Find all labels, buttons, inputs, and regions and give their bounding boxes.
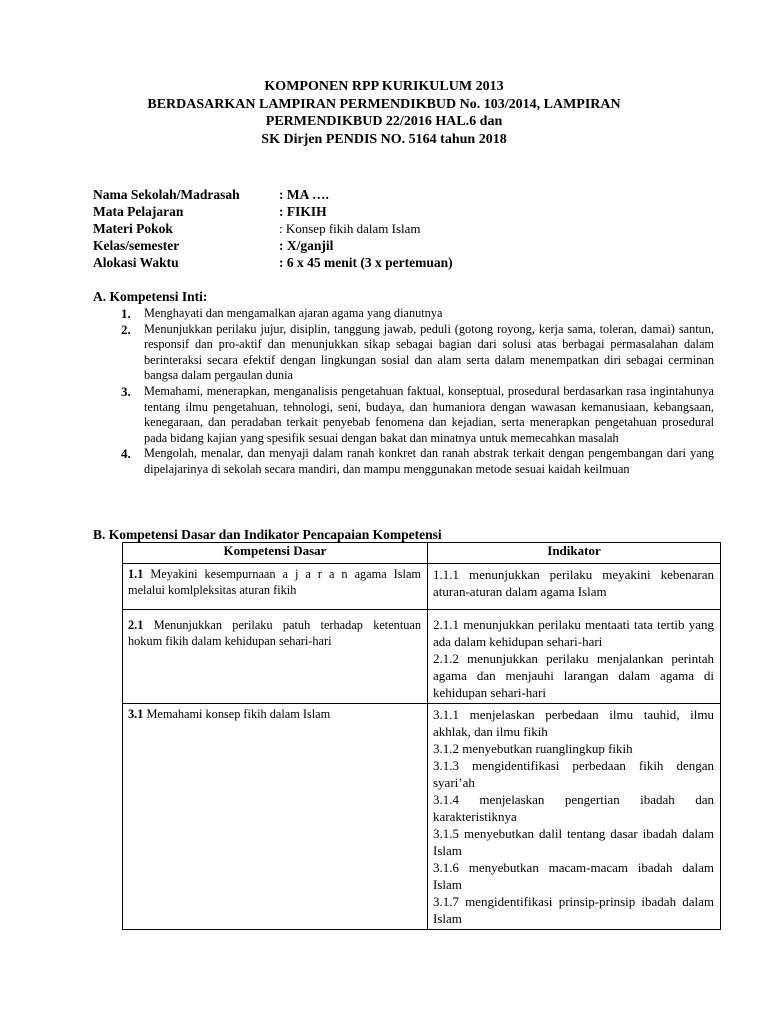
column-header-kd: Kompetensi Dasar	[123, 543, 428, 564]
identity-value: : MA ….	[279, 187, 329, 202]
indicator-item: 3.1.4 menjelaskan pengertian ibadah dan karakteristiknya	[433, 792, 714, 824]
title-line-2: BERDASARKAN LAMPIRAN PERMENDIKBUD No. 103/2014, LAMPIRAN	[147, 96, 621, 112]
kd-number: 2.1	[128, 618, 144, 632]
column-header-indikator: Indikator	[428, 543, 721, 564]
indicator-cell	[428, 704, 721, 930]
kompetensi-inti-list	[121, 306, 714, 478]
kd-text: Memahami konsep fikih dalam Islam	[143, 707, 331, 721]
list-item-number: 1.	[121, 306, 131, 321]
indicator-item: 3.1.6 menyebutkan macam-macam ibadah dalam Islam	[433, 860, 714, 892]
indicator-item: 3.1.7 mengidentifikasi prinsip-prinsip ibadah dalam Islam	[433, 894, 714, 926]
competency-table	[122, 542, 721, 930]
indicator-item: 3.1.1 menjelaskan perbedaan ilmu tauhid, ilmu akhlak, dan ilmu fikih	[433, 707, 714, 739]
indicator-item: 3.1.3 mengidentifikasi perbedaan fikih dengan syari’ah	[433, 758, 714, 790]
indicator-item: 2.1.2 menunjukkan perilaku menjalankan perintah agama dan menjauhi larangan dalam agama di kehidupan sehari-hari	[433, 651, 714, 700]
table-row	[123, 704, 721, 930]
list-item-number: 3.	[121, 383, 131, 399]
indicator-cell	[428, 564, 721, 610]
indicator-cell	[428, 610, 721, 704]
identity-label: Nama Sekolah/Madrasah	[93, 187, 240, 202]
list-item-text: Menghayati dan mengamalkan ajaran agama yang dianutnya	[144, 306, 443, 320]
identity-label: Alokasi Waktu	[93, 255, 179, 270]
list-item-text: Menunjukkan perilaku jujur, disiplin, tanggung jawab, peduli (gotong royong, kerja sama, toleran, damai) santun, responsif dan pro-aktif dan menunjukkan sikap sebagai bagian dari solusi atas berbagai permasalahan dalam berinteraksi secara efektif dengan lingkungan sosial dan alam serta dalam menempatkan diri sebagai cerminan bangsa dalam pergaulan dunia	[144, 321, 714, 383]
kd-cell	[123, 610, 428, 704]
table-header-row	[123, 543, 721, 564]
list-item-number: 2.	[121, 321, 131, 337]
table-row	[123, 564, 721, 610]
section-b-heading: B. Kompetensi Dasar dan Indikator Pencapaian Kompetensi	[93, 527, 442, 542]
identity-label: Mata Pelajaran	[93, 204, 184, 219]
list-item-text: Memahami, menerapkan, menganalisis pengetahuan faktual, konseptual, prosedural berdasarkan rasa ingintahunya tentang ilmu pengetahuan, tehnologi, seni, budaya, dan humaniora dengan wawasan kemanusiaan, kebangsaan, kenegaraan, dan peradaban terkait penyebab fenomena dan kejadian, serta menerapkan pengetahuan prosedural pada bidang kajian yang spesifik sesuai dengan bakat dan minatnya untuk memecahkan masalah	[144, 383, 714, 445]
title-line-4: SK Dirjen PENDIS NO. 5164 tahun 2018	[261, 131, 507, 147]
table-row	[123, 610, 721, 704]
title-line-3: PERMENDIKBUD 22/2016 HAL.6 dan	[265, 114, 503, 129]
list-item-text: Mengolah, menalar, dan menyaji dalam ranah konkret dan ranah abstrak terkait dengan pengembangan dari yang dipelajarinya di sekolah secara mandiri, dan mampu menggunakan metode sesuai kaidah keilmuan	[144, 446, 714, 476]
identity-value: : X/ganjil	[279, 238, 334, 253]
identity-value: : Konsep fikih dalam Islam	[279, 221, 421, 236]
kd-number: 3.1	[128, 707, 144, 721]
indicator-item: 1.1.1 menunjukkan perilaku meyakini kebenaran aturan-aturan dalam agama Islam	[433, 567, 714, 599]
indicator-item: 3.1.2 menyebutkan ruanglingkup fikih	[433, 741, 633, 756]
indicator-item: 2.1.1 menunjukkan perilaku mentaati tata tertib yang ada dalam kehidupan sehari-hari	[433, 617, 714, 649]
list-item	[121, 306, 714, 322]
title-line-1: KOMPONEN RPP KURIKULUM 2013	[264, 79, 504, 94]
list-item-number: 4.	[121, 446, 131, 462]
identity-value: : 6 x 45 menit (3 x pertemuan)	[279, 255, 453, 270]
list-item	[121, 384, 714, 446]
document-title	[0, 78, 768, 148]
identity-label: Kelas/semester	[93, 238, 180, 253]
kd-number: 1.1	[128, 567, 144, 581]
list-item	[121, 322, 714, 384]
section-a-heading: A. Kompetensi Inti:	[93, 289, 208, 304]
kd-cell	[123, 564, 428, 610]
indicator-item: 3.1.5 menyebutkan dalil tentang dasar ibadah dalam Islam	[433, 826, 714, 858]
kd-text: Meyakini kesempurnaan a j a r a n agama Islam melalui komlpleksitas aturan fikih	[128, 567, 421, 597]
list-item	[121, 446, 714, 477]
kd-cell	[123, 704, 428, 930]
kd-text: Menunjukkan perilaku patuh terhadap ketentuan hokum fikih dalam kehidupan sehari-hari	[128, 618, 421, 648]
identity-value: : FIKIH	[279, 204, 327, 219]
identity-label: Materi Pokok	[93, 221, 173, 236]
